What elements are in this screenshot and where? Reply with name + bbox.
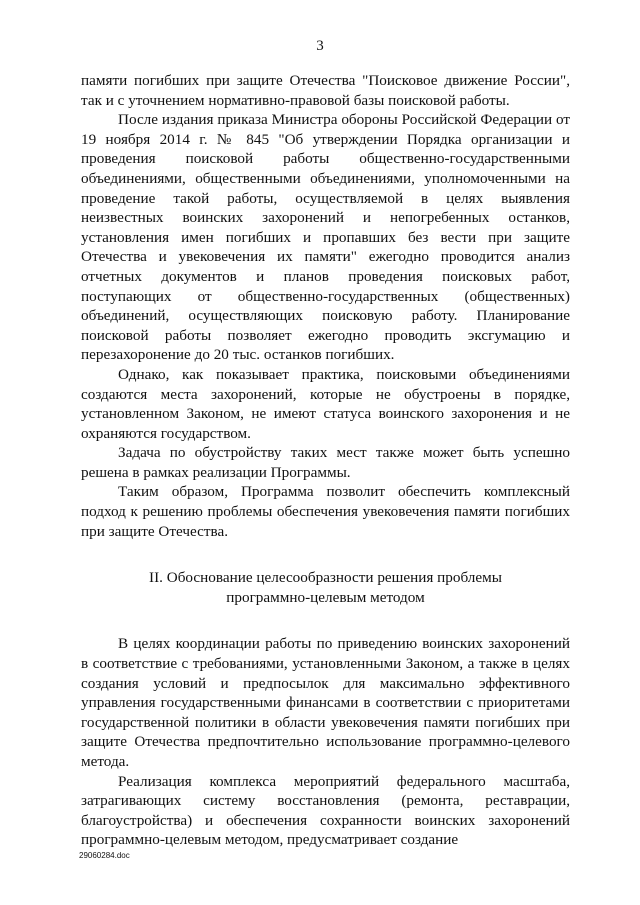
paragraph-practice: Однако, как показывает практика, поисковыми объединениями создаются места захоронений, которые не обустроены в порядке, установленном Законом, не имеют статуса воинского захоронения и не охраняются государством. [81, 365, 570, 442]
paragraph-coordination: В целях координации работы по приведению воинских захоронений в соответствие с требованиями, установленными Законом, а также в целях создания условий и предпосылок для максимально эффективного управления государственными финансами в соответствии с приоритетами государственной политики в области увековечения памяти погибших при защите Отечества предпочтительно использование программно-целевого метода. [81, 635, 570, 770]
section-title [81, 568, 570, 607]
body-text [81, 71, 570, 850]
footer-filename: 29060284.doc [79, 851, 130, 860]
paragraph-conclusion: Таким образом, Программа позволит обеспечить комплексный подход к решению проблемы обеспечения увековечения памяти погибших при защите Отечества. [81, 483, 570, 540]
page-number: 3 [316, 38, 324, 54]
section-title-line-2: программно-целевым методом [226, 588, 425, 606]
paragraph-implementation: Реализация комплекса мероприятий федерального масштаба, затрагивающих систему восстановления (ремонта, реставрации, благоустройства) и обеспечения сохранности воинских захоронений программно-целевым методом, предусматривает создание [81, 772, 570, 849]
paragraph-order-analysis: После издания приказа Министра обороны Российской Федерации от 19 ноября 2014 г. № 845 "Об утверждении Порядка организации и проведения поисковой работы общественно-государственными объединениями, общественными объединениями, уполномоченными на проведение такой работы, осуществляемой в целях выявления неизвестных воинских захоронений и непогребенных останков, установления имен погибших и пропавших без вести при защите Отечества и увековечения их памяти" ежегодно проводится анализ отчетных документов и планов проведения поисковых работ, поступающих от общественно-государственных (общественных) объединений, осуществляющих поисковую работу. Планирование поисковой работы позволяет ежегодно проводить эксгумацию и перезахоронение до 20 тыс. останков погибших. [81, 111, 570, 364]
paragraph-task: Задача по обустройству таких мест также может быть успешно решена в рамках реализации Программы. [81, 444, 570, 481]
section-title-line-1: II. Обоснование целесообразности решения проблемы [149, 569, 502, 587]
paragraph-continuation: памяти погибших при защите Отечества "Поисковое движение России", так и с уточнением нормативно-правовой базы поисковой работы. [81, 72, 570, 109]
